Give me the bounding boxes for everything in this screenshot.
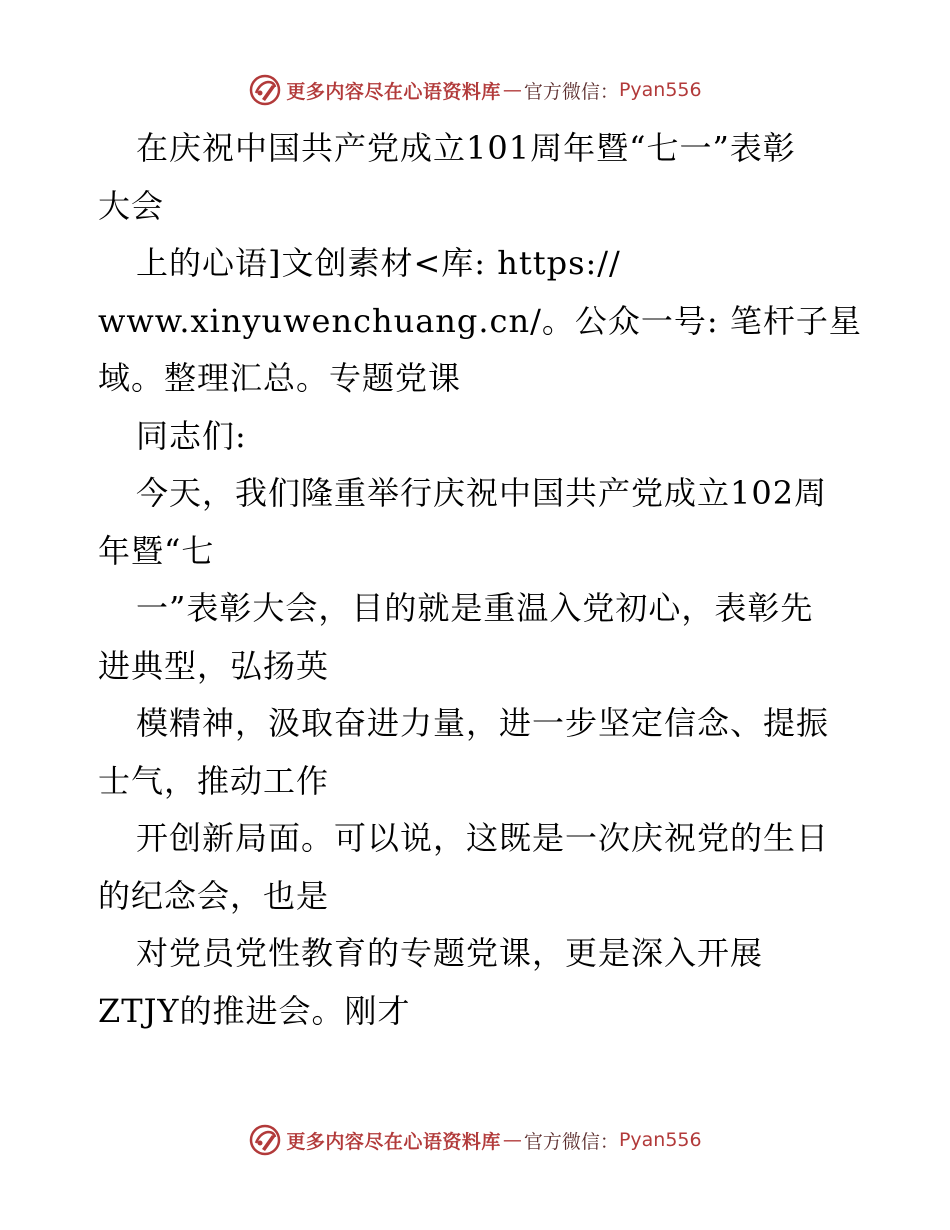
brand-logo-icon [248,1123,282,1157]
text-line: 进典型，弘扬英 [98,646,330,685]
text-line: 一”表彰大会，目的就是重温入党初心，表彰先 [136,589,814,627]
text-line: 域。整理汇总。专题党课 [98,359,462,397]
banner-account: Pyan556 [618,79,702,101]
text-line: 对党员党性教育的专题党课，更是深入开展 [136,934,764,972]
banner-separator: — [502,79,522,101]
text-line: 上的心语]文创素材<库: https:// [136,244,621,282]
header-watermark-banner [0,70,950,110]
banner-brand-text: 更多内容尽在心语资料库 [286,1130,501,1153]
text-line: 士气，推动工作 [98,761,330,800]
text-line: 今天，我们隆重举行庆祝中国共产党成立102周 [136,474,828,512]
brand-logo-icon [248,73,282,107]
text-line: 在庆祝中国共产党成立101周年暨“七一”表彰 [136,129,796,167]
text-line: 模精神，汲取奋进力量，进一步坚定信念、提振 [136,704,830,742]
banner-official-label: 官方微信： [523,80,619,103]
text-line: www.xinyuwenchuang.cn/。公众一号: 笔杆子星 [98,301,862,340]
footer-watermark-banner [0,1120,950,1160]
text-line: 大会 [98,186,165,225]
text-line: ZTJY的推进会。刚才 [98,991,411,1030]
banner-brand-text: 更多内容尽在心语资料库 [286,80,501,103]
document-body [98,120,862,1040]
text-line: 开创新局面。可以说，这既是一次庆祝党的生日 [136,819,830,857]
text-line: 年暨“七 [98,531,215,570]
text-line: 的纪念会，也是 [98,876,330,915]
banner-separator: — [502,1129,522,1151]
text-line: 同志们: [136,416,247,455]
banner-official-label: 官方微信： [523,1130,619,1153]
banner-account: Pyan556 [618,1129,702,1151]
